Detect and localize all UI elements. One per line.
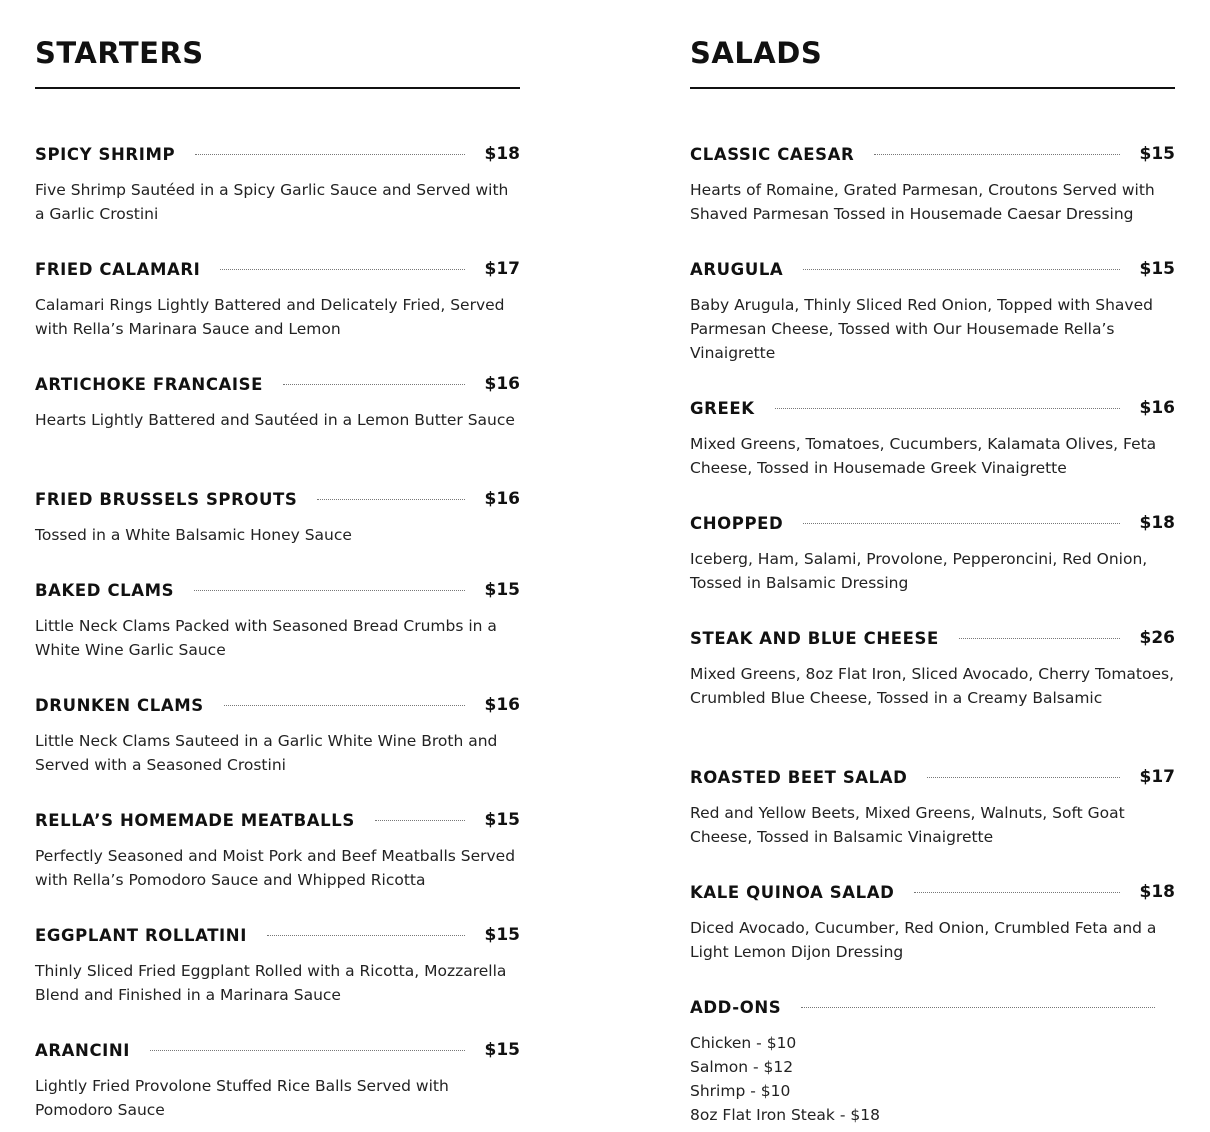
item-name: FRIED CALAMARI	[35, 259, 201, 279]
item-description: Diced Avocado, Cucumber, Red Onion, Crumbled Feta and a Light Lemon Dijon Dressing	[690, 919, 1157, 961]
dotted-leader	[317, 499, 464, 500]
item-name: ARUGULA	[690, 259, 784, 279]
menu-item	[690, 258, 1175, 365]
item-description: Baby Arugula, Thinly Sliced Red Onion, Topped with Shaved Parmesan Cheese, Tossed with Our Housemade Rella’s Vinaigrette	[690, 296, 1153, 362]
item-name: ARTICHOKE FRANCAISE	[35, 374, 264, 394]
menu-item	[35, 924, 520, 1007]
item-price: $17	[1139, 767, 1175, 787]
item-price: $16	[484, 374, 520, 394]
item-name: SPICY SHRIMP	[35, 144, 176, 164]
item-name: FRIED BRUSSELS SPROUTS	[35, 489, 298, 509]
item-description: Lightly Fried Provolone Stuffed Rice Balls Served with Pomodoro Sauce	[35, 1077, 449, 1119]
dotted-leader	[803, 523, 1119, 524]
dotted-leader	[375, 820, 465, 821]
menu-item	[35, 488, 520, 547]
item-description: Thinly Sliced Fried Eggplant Rolled with a Ricotta, Mozzarella Blend and Finished in a Marinara Sauce	[35, 962, 507, 1004]
item-name: BAKED CLAMS	[35, 580, 175, 600]
item-name: GREEK	[690, 398, 755, 418]
menu-item	[35, 579, 520, 662]
starters-divider	[35, 87, 520, 89]
item-price: $15	[484, 580, 520, 600]
dotted-leader	[914, 892, 1119, 893]
addons-title: ADD-ONS	[690, 997, 782, 1017]
item-description: Mixed Greens, 8oz Flat Iron, Sliced Avocado, Cherry Tomatoes, Crumbled Blue Cheese, Tossed in a Creamy Balsamic	[690, 665, 1175, 707]
item-name: ROASTED BEET SALAD	[690, 767, 908, 787]
item-description: Tossed in a White Balsamic Honey Sauce	[35, 526, 352, 544]
menu-item	[35, 809, 520, 892]
menu-item	[690, 397, 1175, 480]
item-price: $26	[1139, 628, 1175, 648]
item-description: Hearts Lightly Battered and Sautéed in a Lemon Butter Sauce	[35, 411, 515, 429]
dotted-leader	[283, 384, 464, 385]
menu-item	[690, 881, 1175, 964]
dotted-leader	[874, 154, 1119, 155]
item-description: Mixed Greens, Tomatoes, Cucumbers, Kalamata Olives, Feta Cheese, Tossed in Housemade Greek Vinaigrette	[690, 435, 1157, 477]
item-price: $16	[484, 695, 520, 715]
dotted-leader	[194, 590, 464, 591]
item-description: Little Neck Clams Packed with Seasoned Bread Crumbs in a White Wine Garlic Sauce	[35, 617, 497, 659]
menu-item	[35, 1039, 520, 1122]
addon-item: Salmon - $12	[690, 1058, 794, 1076]
item-description: Red and Yellow Beets, Mixed Greens, Walnuts, Soft Goat Cheese, Tossed in Balsamic Vinaigrette	[690, 804, 1125, 846]
item-name: CLASSIC CAESAR	[690, 144, 855, 164]
dotted-leader	[224, 705, 465, 706]
dotted-leader	[959, 638, 1120, 639]
item-description: Hearts of Romaine, Grated Parmesan, Croutons Served with Shaved Parmesan Tossed in Housemade Caesar Dressing	[690, 181, 1155, 223]
dotted-leader	[803, 269, 1119, 270]
menu-item	[690, 143, 1175, 226]
menu-item	[690, 766, 1175, 849]
item-description: Little Neck Clams Sauteed in a Garlic White Wine Broth and Served with a Seasoned Crostini	[35, 732, 498, 774]
starters-title: STARTERS	[35, 36, 204, 70]
item-name: STEAK AND BLUE CHEESE	[690, 628, 939, 648]
item-name: CHOPPED	[690, 513, 784, 533]
menu-item	[35, 373, 520, 432]
item-description: Calamari Rings Lightly Battered and Delicately Fried, Served with Rella’s Marinara Sauce and Lemon	[35, 296, 505, 338]
dotted-leader	[927, 777, 1119, 778]
addon-item: 8oz Flat Iron Steak - $18	[690, 1106, 880, 1124]
salads-divider	[690, 87, 1175, 89]
dotted-leader	[150, 1050, 464, 1051]
salads-title: SALADS	[690, 36, 823, 70]
item-price: $15	[1139, 259, 1175, 279]
item-name: EGGPLANT ROLLATINI	[35, 925, 247, 945]
item-price: $18	[484, 144, 520, 164]
addon-item: Chicken - $10	[690, 1034, 797, 1052]
addon-item: Shrimp - $10	[690, 1082, 791, 1100]
item-description: Iceberg, Ham, Salami, Provolone, Pepperoncini, Red Onion, Tossed in Balsamic Dressing	[690, 550, 1148, 592]
item-price: $18	[1139, 882, 1175, 902]
item-price: $15	[1139, 144, 1175, 164]
addons-block	[690, 996, 1175, 1127]
dotted-leader	[801, 1007, 1155, 1008]
item-description: Five Shrimp Sautéed in a Spicy Garlic Sauce and Served with a Garlic Crostini	[35, 181, 509, 223]
item-price: $16	[1139, 398, 1175, 418]
item-price: $15	[484, 925, 520, 945]
item-price: $15	[484, 1040, 520, 1060]
item-price: $18	[1139, 513, 1175, 533]
item-price: $16	[484, 489, 520, 509]
dotted-leader	[775, 408, 1120, 409]
item-price: $17	[484, 259, 520, 279]
menu-item	[690, 512, 1175, 595]
dotted-leader	[220, 269, 464, 270]
menu-item	[35, 258, 520, 341]
menu-item	[690, 627, 1175, 710]
addons-list	[690, 1031, 1175, 1127]
menu-item	[35, 143, 520, 226]
item-name: DRUNKEN CLAMS	[35, 695, 204, 715]
menu-item	[35, 694, 520, 777]
dotted-leader	[195, 154, 464, 155]
item-price: $15	[484, 810, 520, 830]
item-name: ARANCINI	[35, 1040, 131, 1060]
item-name: KALE QUINOA SALAD	[690, 882, 895, 902]
item-description: Perfectly Seasoned and Moist Pork and Beef Meatballs Served with Rella’s Pomodoro Sauce and Whipped Ricotta	[35, 847, 516, 889]
dotted-leader	[267, 935, 465, 936]
item-name: RELLA’S HOMEMADE MEATBALLS	[35, 810, 355, 830]
